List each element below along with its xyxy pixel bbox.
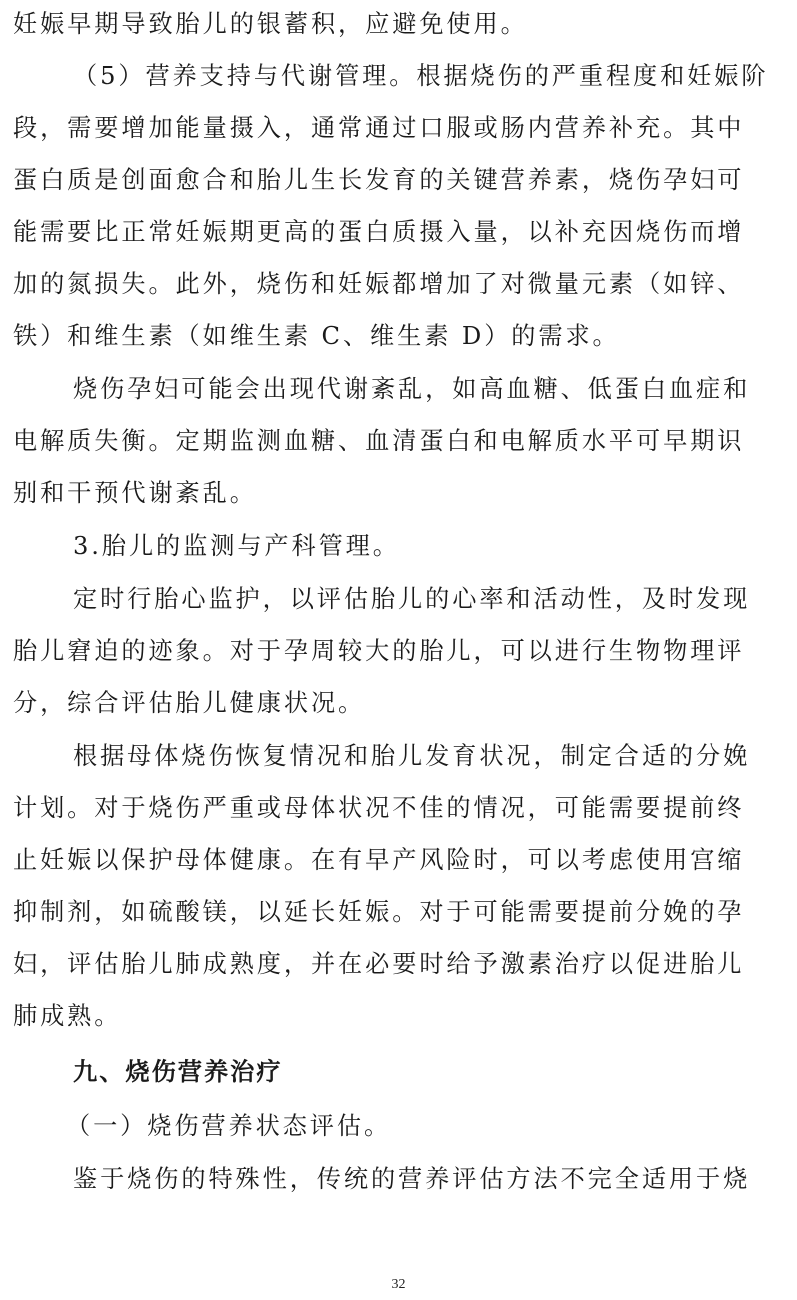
text-line: 计划。对于烧伤严重或母体状况不佳的情况，可能需要提前终 bbox=[13, 794, 745, 822]
text-line: 加的氮损失。此外，烧伤和妊娠都增加了对微量元素（如锌、 bbox=[13, 270, 745, 298]
section-heading: 九、烧伤营养治疗 bbox=[73, 1058, 283, 1086]
text-line: 段，需要增加能量摄入，通常通过口服或肠内营养补充。其中 bbox=[13, 114, 745, 142]
text-line: 止妊娠以保护母体健康。在有早产风险时，可以考虑使用宫缩 bbox=[13, 846, 745, 874]
text-line: 妊娠早期导致胎儿的银蓄积，应避免使用。 bbox=[13, 10, 528, 38]
text-line: 蛋白质是创面愈合和胎儿生长发育的关键营养素，烧伤孕妇可 bbox=[13, 166, 745, 194]
text-line: 妇，评估胎儿肺成熟度，并在必要时给予激素治疗以促进胎儿 bbox=[13, 950, 745, 978]
text-line: 胎儿窘迫的迹象。对于孕周较大的胎儿，可以进行生物物理评 bbox=[13, 637, 745, 665]
text-line: 别和干预代谢紊乱。 bbox=[13, 479, 257, 507]
text-line: 烧伤孕妇可能会出现代谢紊乱，如高血糖、低蛋白血症和 bbox=[73, 375, 751, 403]
text-line: 电解质失衡。定期监测血糖、血清蛋白和电解质水平可早期识 bbox=[13, 427, 745, 455]
section-subheading: （一）烧伤营养状态评估。 bbox=[66, 1112, 392, 1140]
text-line: 定时行胎心监护，以评估胎儿的心率和活动性，及时发现 bbox=[73, 585, 751, 613]
text-line: 抑制剂，如硫酸镁，以延长妊娠。对于可能需要提前分娩的孕 bbox=[13, 898, 745, 926]
text-line: 根据母体烧伤恢复情况和胎儿发育状况，制定合适的分娩 bbox=[73, 742, 751, 770]
page-number: 32 bbox=[391, 1277, 406, 1292]
text-line: 肺成熟。 bbox=[13, 1002, 122, 1030]
text-line: （5）营养支持与代谢管理。根据烧伤的严重程度和妊娠阶 bbox=[73, 62, 769, 90]
text-line: 分，综合评估胎儿健康状况。 bbox=[13, 689, 366, 717]
text-line: 鉴于烧伤的特殊性，传统的营养评估方法不完全适用于烧 bbox=[73, 1165, 751, 1193]
text-line: 铁）和维生素（如维生素 C、维生素 D）的需求。 bbox=[13, 322, 620, 350]
section-subheading: 3.胎儿的监测与产科管理。 bbox=[73, 532, 400, 560]
text-line: 能需要比正常妊娠期更高的蛋白质摄入量，以补充因烧伤而增 bbox=[13, 218, 745, 246]
